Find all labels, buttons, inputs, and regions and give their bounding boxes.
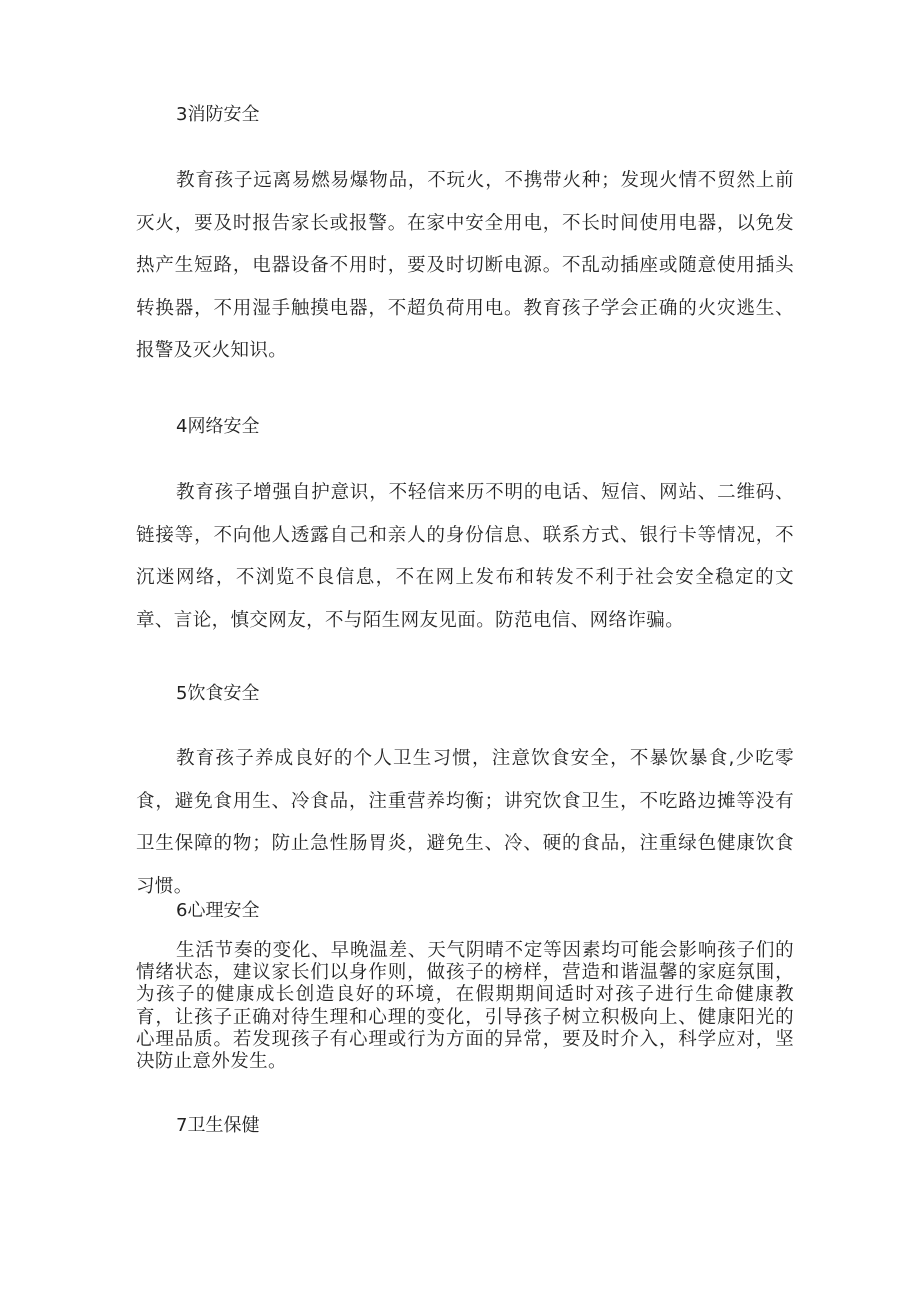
section-body-network-safety: 教育孩子增强自护意识，不轻信来历不明的电话、短信、网站、二维码、链接等，不向他人透露自己和亲人的身份信息、联系方式、银行卡等情况，不沉迷网络，不浏览不良信息，不在网上发布和转发不利于社会安全稳定的文章、言论，慎交网友，不与陌生网友见面。防范电信、网络诈骗。 [136, 482, 794, 631]
section-heading-hygiene-health: 7卫生保健 [176, 1115, 260, 1136]
section-heading-food-safety: 5饮食安全 [176, 683, 260, 704]
section-body-fire-safety: 教育孩子远离易燃易爆物品，不玩火，不携带火种；发现火情不贸然上前灭火，要及时报告家长或报警。在家中安全用电，不长时间使用电器，以免发热产生短路，电器设备不用时，要及时切断电源。不乱动插座或随意使用插头转换器，不用湿手触摸电器，不超负荷用电。教育孩子学会正确的火灾逃生、报警及灭火知识。 [136, 170, 794, 361]
section-body-psychological-safety: 生活节奏的变化、早晚温差、天气阴晴不定等因素均可能会影响孩子们的情绪状态，建议家长们以身作则，做孩子的榜样，营造和谐温馨的家庭氛围，为孩子的健康成长创造良好的环境，在假期期间适时对孩子进行生命健康教育，让孩子正确对待生理和心理的变化，引导孩子树立积极向上、健康阳光的心理品质。若发现孩子有心理或行为方面的异常，要及时介入，科学应对，坚决防止意外发生。 [136, 940, 794, 1073]
section-heading-fire-safety: 3消防安全 [176, 104, 260, 125]
section-heading-psychological-safety: 6心理安全 [176, 900, 260, 921]
section-heading-network-safety: 4网络安全 [176, 416, 260, 437]
section-body-food-safety: 教育孩子养成良好的个人卫生习惯，注意饮食安全，不暴饮暴食,少吃零食，避免食用生、冷食品，注重营养均衡；讲究饮食卫生，不吃路边摊等没有卫生保障的物；防止急性肠胃炎，避免生、冷、硬的食品，注重绿色健康饮食习惯。 [136, 748, 794, 897]
